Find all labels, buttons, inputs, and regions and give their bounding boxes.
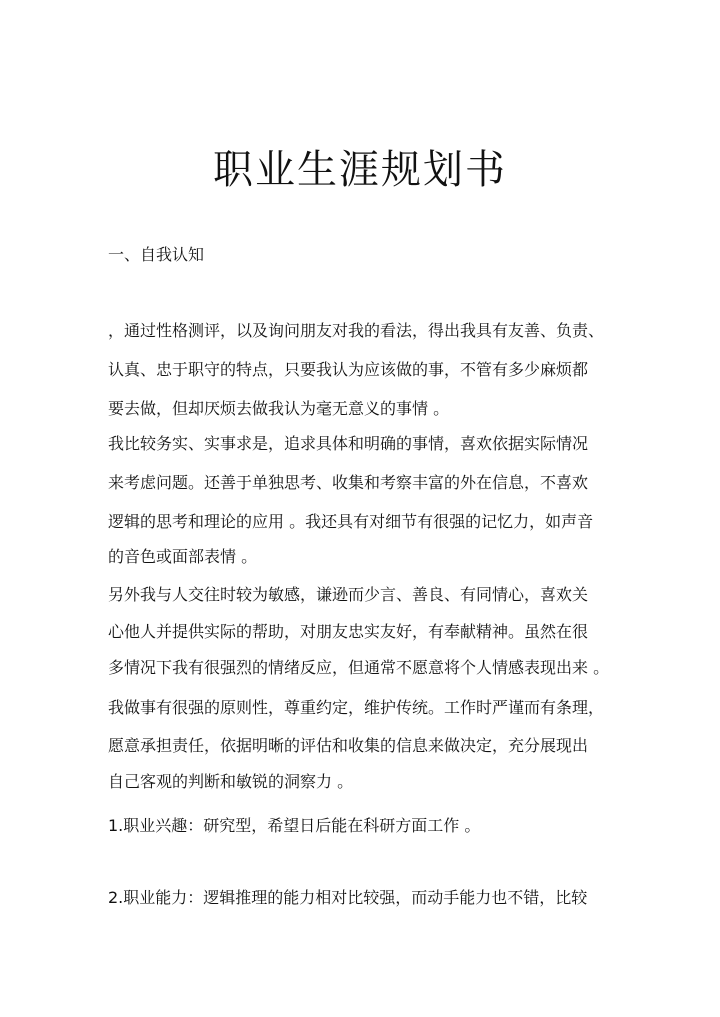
body-line-6: 逻辑的思考和理论的应用 。我还具有对细节有很强的记忆力，如声音 (108, 512, 594, 531)
body-line-14: 1.职业兴趣：研究型，希望日后能在科研方面工作 。 (108, 816, 481, 835)
body-line-13: 自己客观的判断和敏锐的洞察力 。 (108, 772, 354, 791)
body-line-5: 来考虑问题。还善于单独思考、收集和考察丰富的外在信息，不喜欢 (108, 473, 589, 492)
body-line-11: 我做事有很强的原则性，尊重约定，维护传统。工作时严谨而有条理， (108, 698, 605, 717)
body-line-3: 要去做，但却厌烦去做我认为毫无意义的事情 。 (108, 399, 450, 418)
body-line-7: 的音色或面部表情 。 (108, 547, 258, 566)
body-line-2: 认真、忠于职守的特点，只要我认为应该做的事，不管有多少麻烦都 (108, 360, 589, 379)
body-line-9: 心他人并提供实际的帮助，对朋友忠实友好，有奉献精神。虽然在很 (108, 622, 589, 641)
section-heading: 一、自我认知 (108, 245, 205, 264)
document-title: 职业生涯规划书 (213, 147, 507, 193)
body-line-1: ，通过性格测评，以及询问朋友对我的看法，得出我具有友善、负责、 (108, 321, 605, 340)
body-line-4: 我比较务实、实事求是，追求具体和明确的事情，喜欢依据实际情况 (108, 434, 589, 453)
body-line-10: 多情况下我有很强烈的情绪反应，但通常不愿意将个人情感表现出来 。 (108, 658, 610, 677)
body-line-15: 2.职业能力：逻辑推理的能力相对比较强，而动手能力也不错，比较 (108, 888, 588, 907)
body-line-8: 另外我与人交往时较为敏感，谦逊而少言、善良、有同情心，喜欢关 (108, 585, 589, 604)
body-line-12: 愿意承担责任，依据明晰的评估和收集的信息来做决定，充分展现出 (108, 736, 589, 755)
